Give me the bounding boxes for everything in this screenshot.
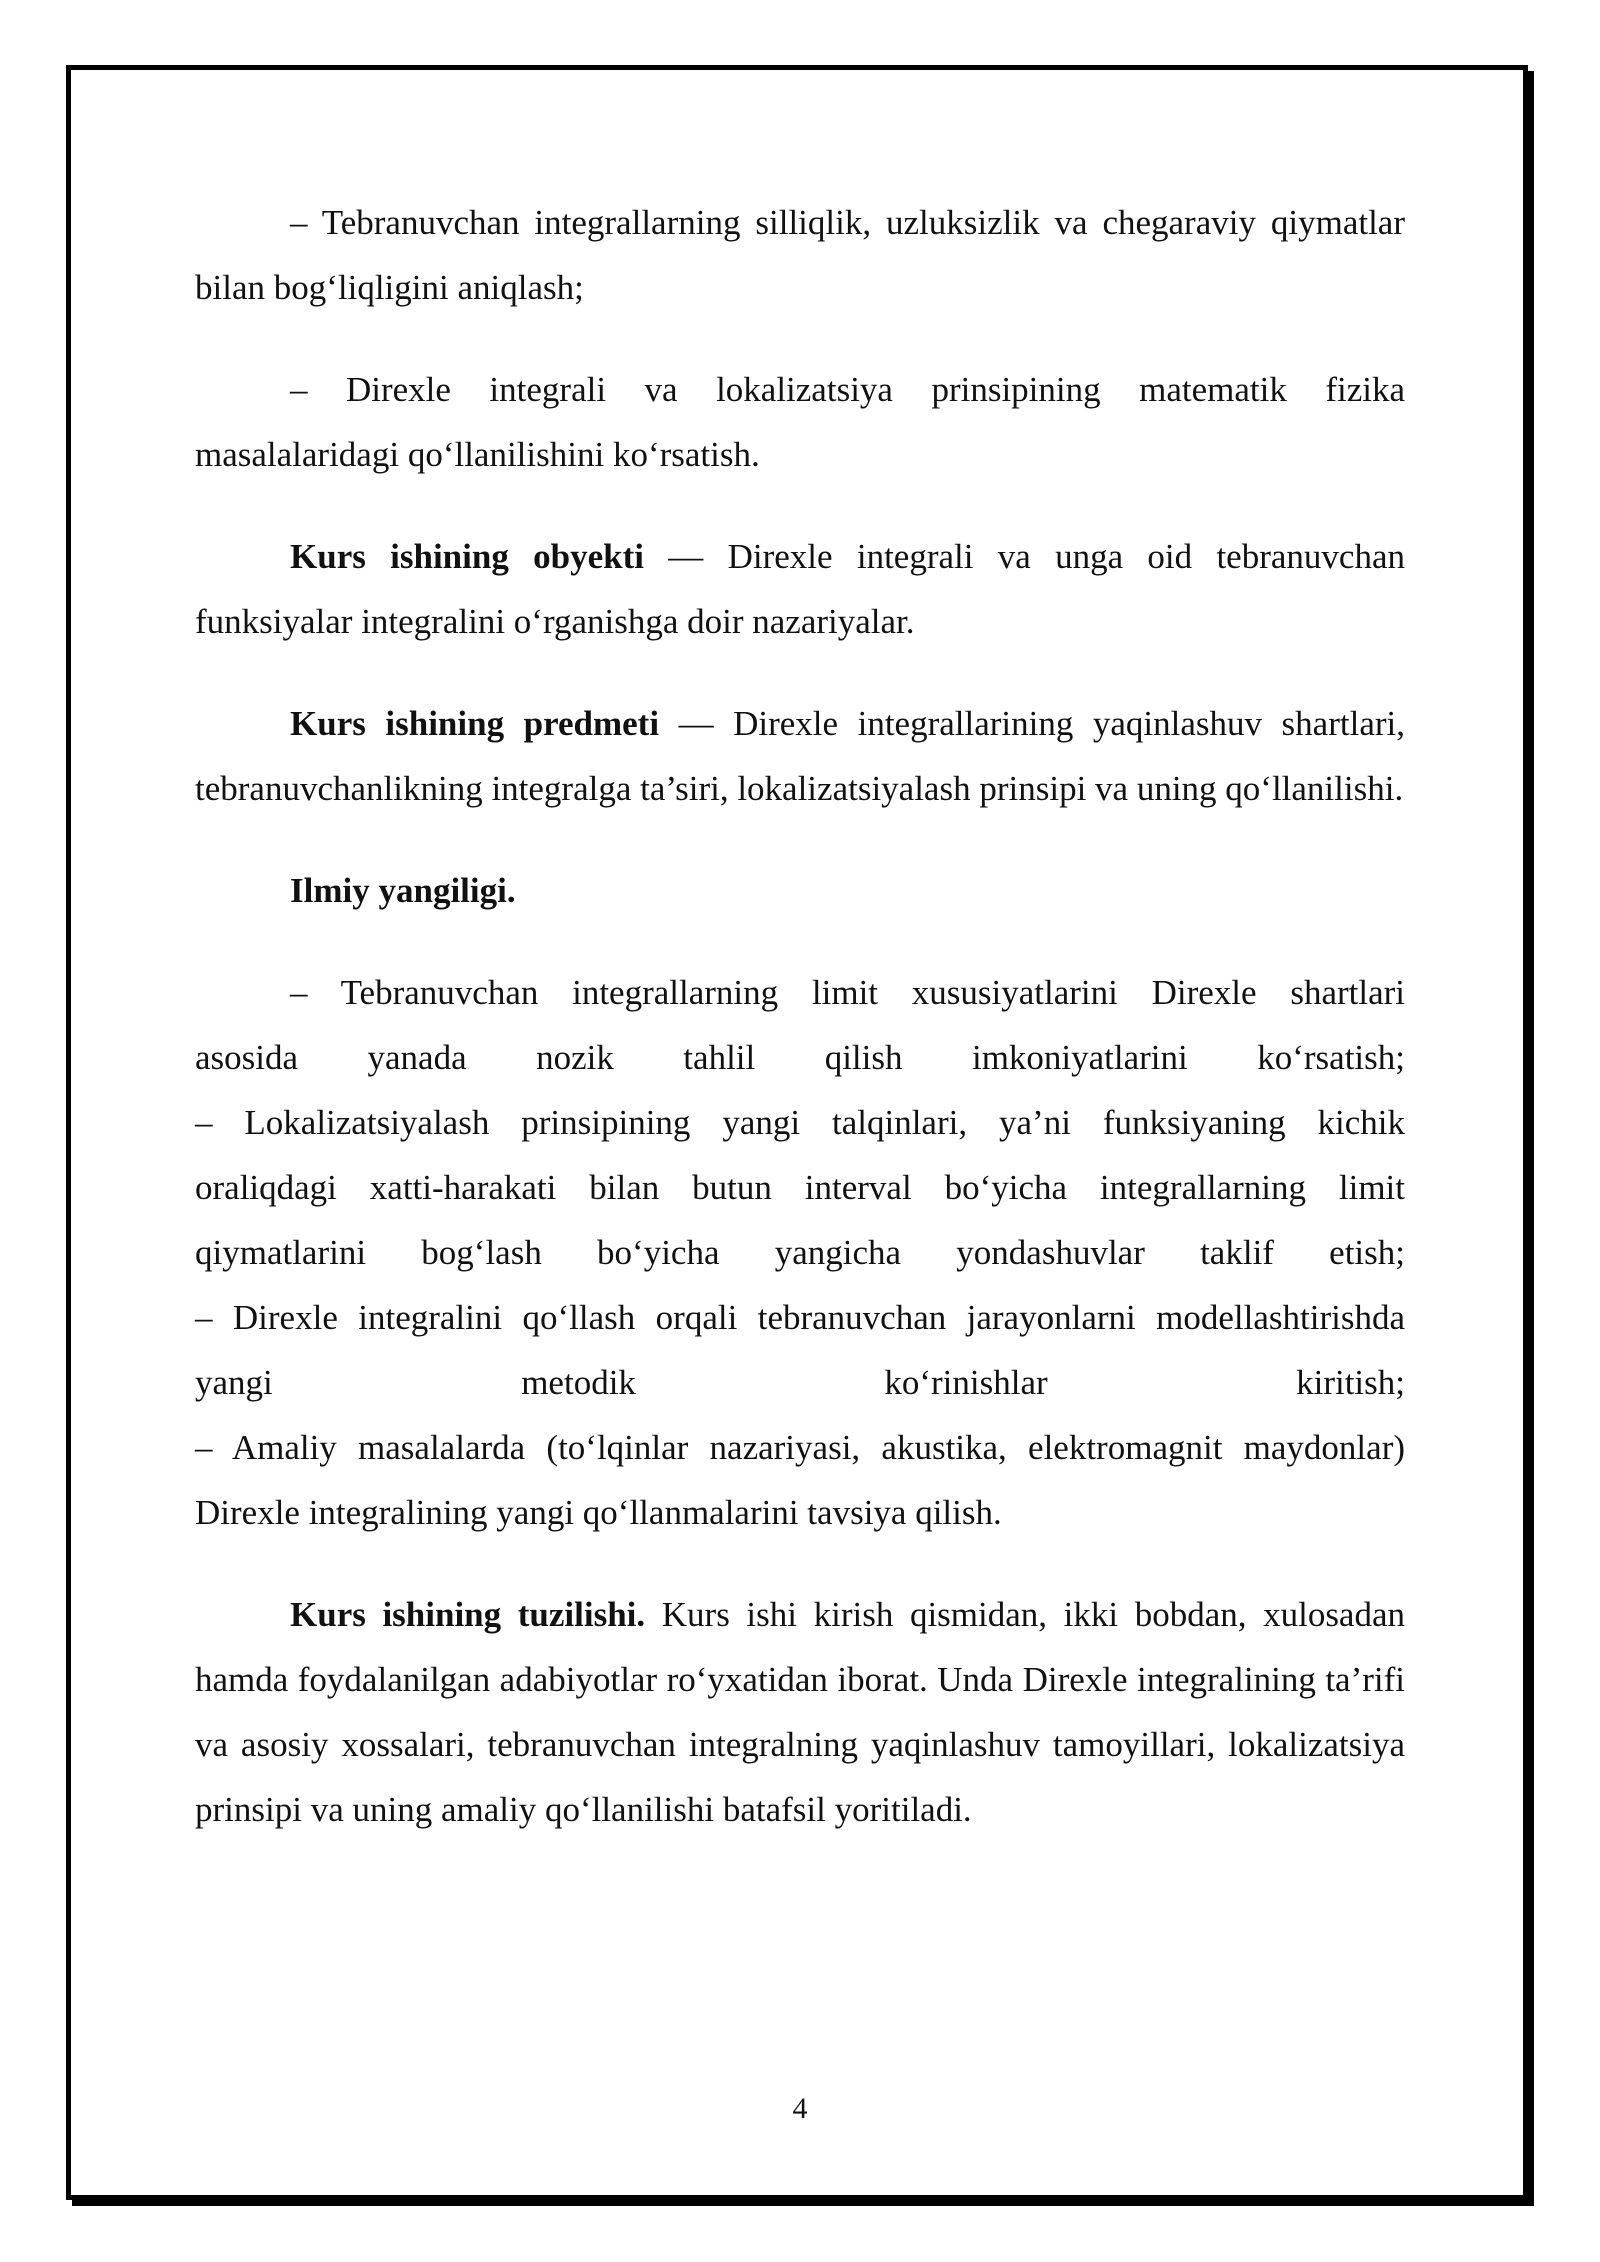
paragraph-subject [195,691,1405,821]
list-line: asosida yanada nozik tahlil qilish imkoniyatlarini ko‘rsatish; [195,1038,1405,1077]
list-line: yangi metodik ko‘rinishlar kiritish; [195,1363,1405,1402]
paragraph-novelty-heading [195,858,1405,923]
list-line: – Tebranuvchan integrallarning limit xususiyatlarini Direxle shartlari [290,973,1405,1012]
list-line: – Direxle integralini qo‘llash orqali tebranuvchan jarayonlarni modellashtirishda [195,1298,1405,1337]
paragraph-novelty-list [195,960,1405,1545]
section-heading: Ilmiy yangiligi. [290,871,516,910]
paragraph-goal-2 [195,357,1405,487]
list-line: qiymatlarini bog‘lash bo‘yicha yangicha yondashuvlar taklif etish; [195,1233,1405,1272]
list-line: – Amaliy masalalarda (to‘lqinlar nazariyasi, akustika, elektromagnit maydonlar) [195,1428,1405,1467]
paragraph-heading: Kurs ishining tuzilishi. [290,1595,646,1634]
paragraph-text: — Direxle integrali va unga oid tebranuvchan funksiyalar integralini o‘rganishga doir nazariyalar. [195,537,1405,641]
paragraph-heading: Kurs ishining obyekti [290,537,644,576]
page-number: 4 [792,2092,808,2125]
list-line: Direxle integralining yangi qo‘llanmalarini tavsiya qilish. [195,1493,1002,1532]
paragraph-object [195,524,1405,654]
paragraph-goal-1 [195,190,1405,320]
list-line: – Lokalizatsiyalash prinsipining yangi talqinlari, ya’ni funksiyaning kichik [195,1103,1405,1142]
paragraph-structure [195,1582,1405,1842]
document-body [195,190,1405,1879]
paragraph-text: – Tebranuvchan integrallarning silliqlik, uzluksizlik va chegaraviy qiymatlar bilan bog‘liqligini aniqlash; [195,203,1405,307]
paragraph-text: Kurs ishi kirish qismidan, ikki bobdan, xulosadan hamda foydalanilgan adabiyotlar ro‘yxatidan iborat. Unda Direxle integralining ta’rifi va asosiy xossalari, tebranuvchan integralning yaqinlashuv tamoyillari, lokalizatsiya prinsipi va uning amaliy qo‘llanilishi batafsil yoritiladi. [195,1595,1406,1829]
list-line: oraliqdagi xatti-harakati bilan butun interval bo‘yicha integrallarning limit [195,1168,1405,1207]
paragraph-heading: Kurs ishining predmeti [290,704,660,743]
paragraph-text: — Direxle integrallarining yaqinlashuv shartlari, tebranuvchanlikning integralga ta’siri, lokalizatsiyalash prinsipi va uning qo‘llanilishi. [195,704,1405,808]
paragraph-text: – Direxle integrali va lokalizatsiya prinsipining matematik fizika masalalaridagi qo‘llanilishini ko‘rsatish. [195,370,1405,474]
